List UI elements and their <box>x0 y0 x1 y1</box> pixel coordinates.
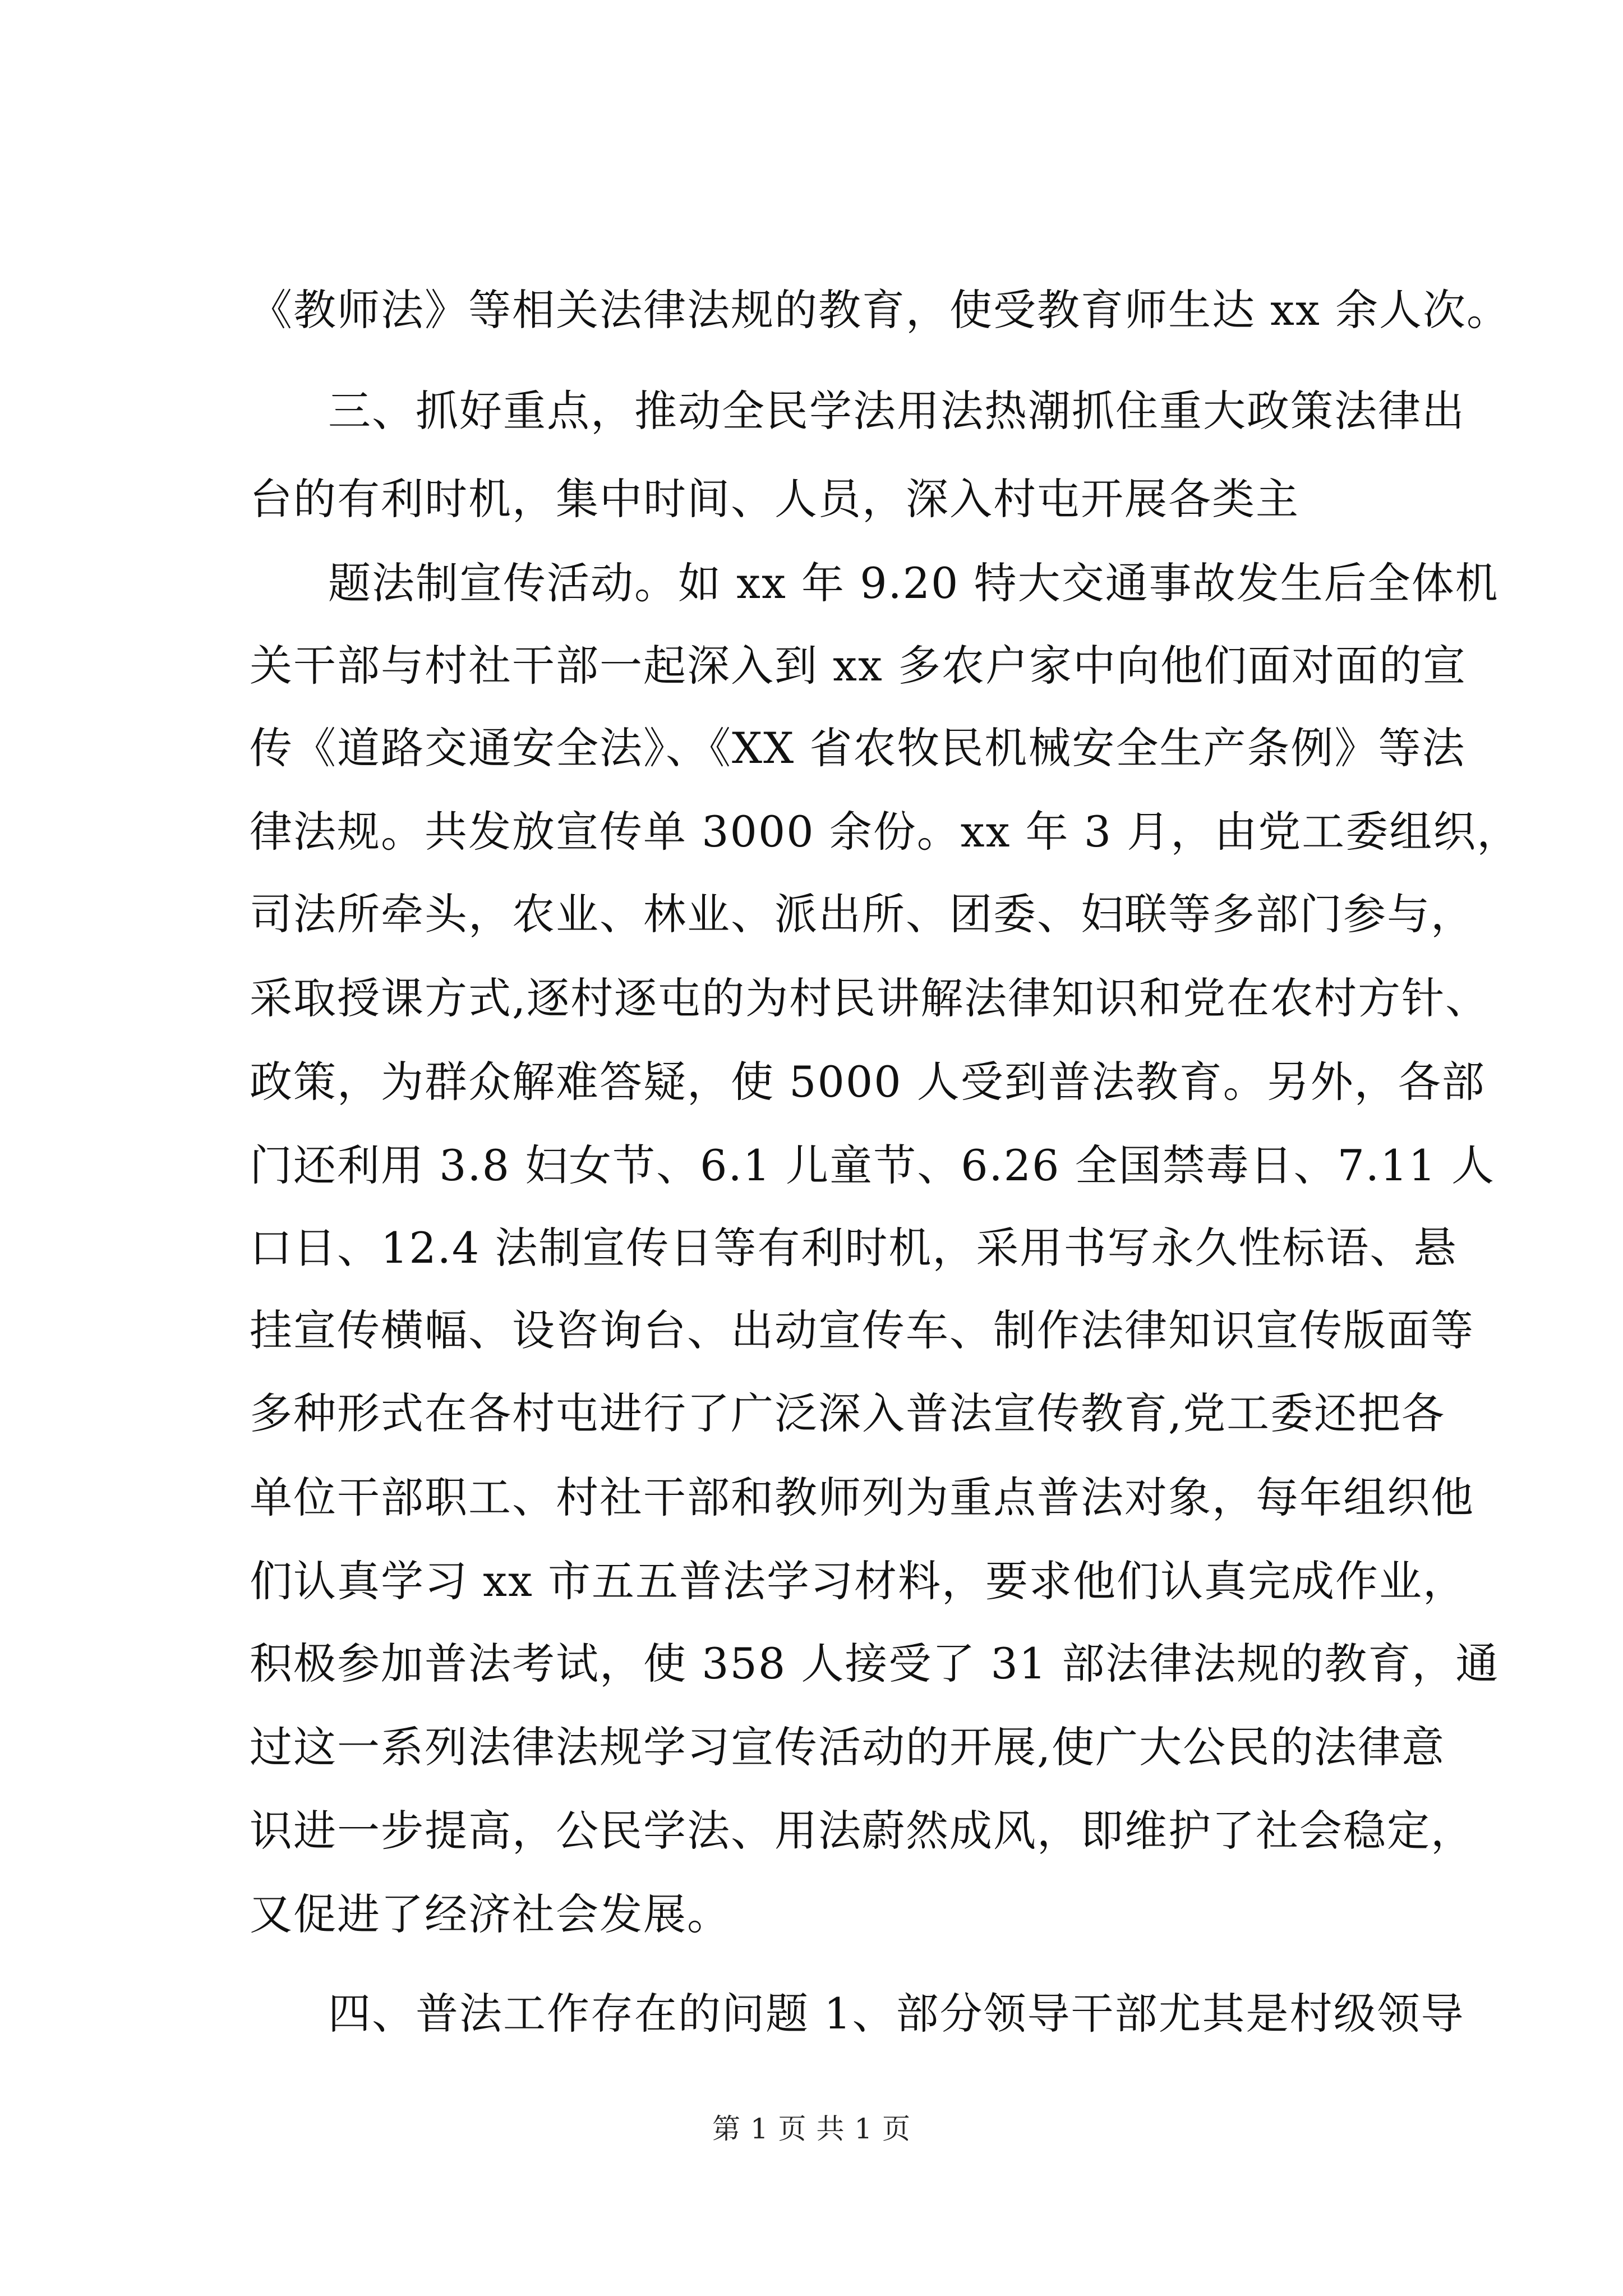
paragraph-line: 们认真学习 xx 市五五普法学习材料，要求他们认真完成作业， <box>250 1556 1467 1606</box>
paragraph-line: 挂宣传横幅、设咨询台、出动宣传车、制作法律知识宣传版面等 <box>250 1305 1474 1355</box>
paragraph-line: 识进一步提高，公民学法、用法蔚然成风，即维护了社会稳定， <box>250 1806 1474 1856</box>
paragraph-line: 采取授课方式,逐村逐屯的为村民讲解法律知识和党在农村方针、 <box>250 973 1490 1023</box>
paragraph-line: 台的有利时机，集中时间、人员，深入村屯开展各类主 <box>250 474 1299 524</box>
paragraph-line: 又促进了经济社会发展。 <box>250 1889 731 1939</box>
paragraph-line: 过这一系列法律法规学习宣传活动的开展,使广大公民的法律意 <box>250 1722 1446 1772</box>
paragraph-line: 关干部与村社干部一起深入到 xx 多农户家中向他们面对面的宣 <box>250 641 1467 691</box>
paragraph-line: 题法制宣传活动。如 xx 年 9.20 特大交通事故发生后全体机 <box>328 558 1499 608</box>
paragraph-line: 《教师法》等相关法律法规的教育，使受教育师生达 xx 余人次。 <box>250 285 1511 335</box>
paragraph-line: 传《道路交通安全法》、《XX 省农牧民机械安全生产条例》等法 <box>250 723 1466 773</box>
paragraph-line: 门还利用 3.8 妇女节、6.1 儿童节、6.26 全国禁毒日、7.11 人 <box>250 1140 1495 1190</box>
page-footer: 第 1 页 共 1 页 <box>712 2113 911 2145</box>
paragraph-line: 口日、12.4 法制宣传日等有利时机，采用书写永久性标语、悬 <box>250 1223 1458 1273</box>
paragraph-line: 司法所牵头，农业、林业、派出所、团委、妇联等多部门参与， <box>250 889 1474 939</box>
paragraph-line: 四、普法工作存在的问题 1、部分领导干部尤其是村级领导 <box>328 1989 1465 2039</box>
paragraph-line: 三、抓好重点，推动全民学法用法热潮抓住重大政策法律出 <box>328 386 1465 436</box>
paragraph-line: 多种形式在各村屯进行了广泛深入普法宣传教育,党工委还把各 <box>250 1388 1446 1438</box>
paragraph-line: 积极参加普法考试，使 358 人接受了 31 部法律法规的教育，通 <box>250 1639 1500 1688</box>
paragraph-line: 律法规。共发放宣传单 3000 余份。xx 年 3 月，由党工委组织， <box>250 807 1521 857</box>
paragraph-line: 单位干部职工、村社干部和教师列为重点普法对象，每年组织他 <box>250 1473 1474 1522</box>
paragraph-line: 政策，为群众解难答疑，使 5000 人受到普法教育。另外，各部 <box>250 1057 1486 1107</box>
